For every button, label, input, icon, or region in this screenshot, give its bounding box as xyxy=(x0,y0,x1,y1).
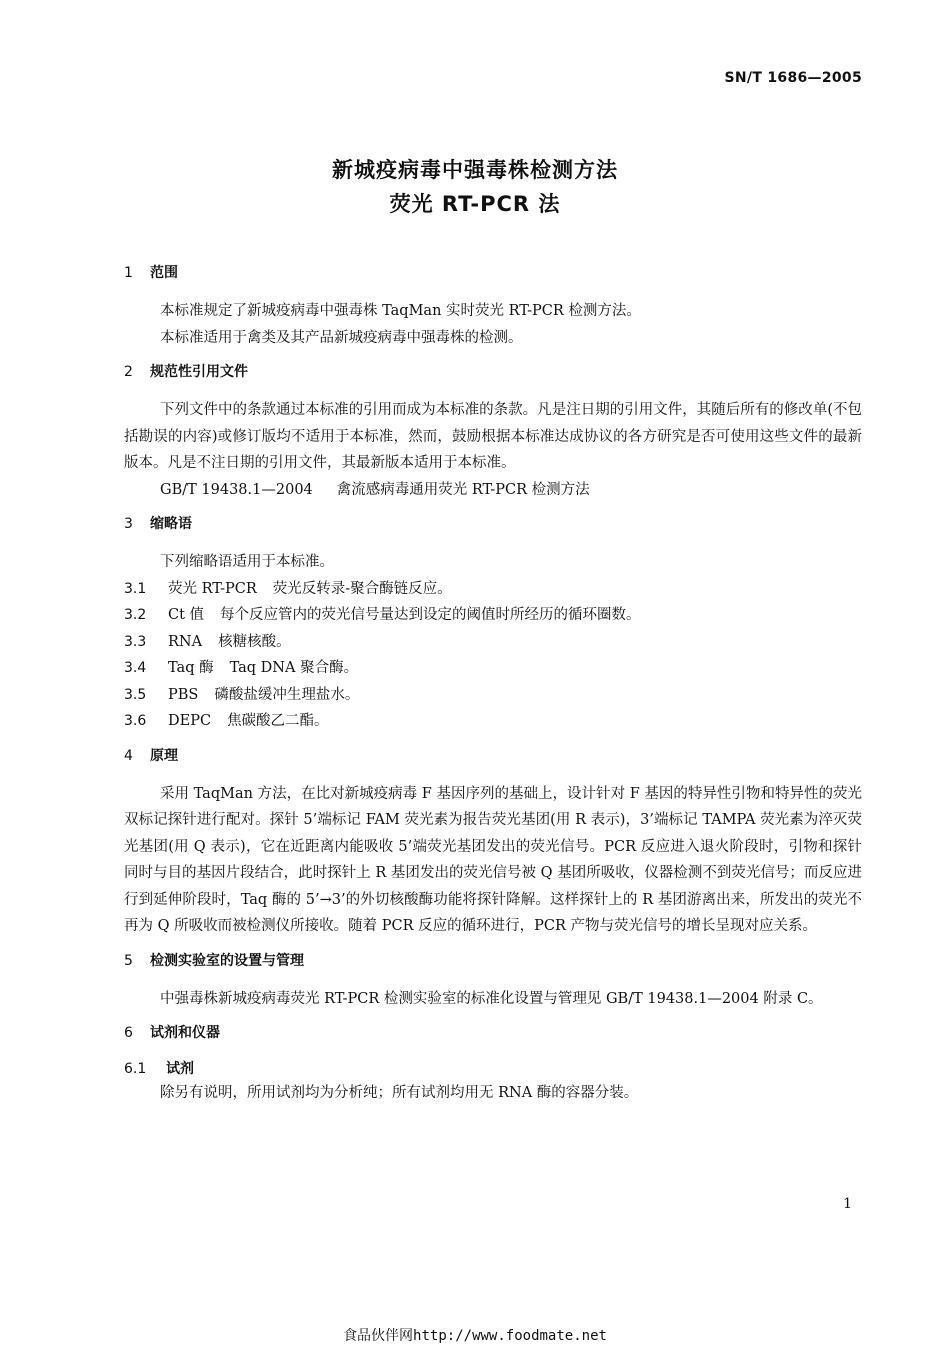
section-heading-1: 1 范围 xyxy=(124,265,178,281)
footer-watermark: 食品伙伴网http://www.foodmate.net xyxy=(343,1328,607,1344)
abbreviation-item: 3.4 Taq 酶 Taq DNA 聚合酶。 xyxy=(124,660,359,676)
document-title: 新城疫病毒中强毒株检测方法 xyxy=(332,158,618,182)
reference-code: GB/T 19438.1—2004 xyxy=(160,481,313,498)
document-subtitle: 荧光 RT-PCR 法 xyxy=(389,192,561,216)
page-number: 1 xyxy=(843,1196,852,1212)
section-heading-6: 6 试剂和仪器 xyxy=(124,1025,220,1041)
section-heading-2: 2 规范性引用文件 xyxy=(124,364,248,380)
document-body xyxy=(124,262,862,1107)
section-heading-5: 5 检测实验室的设置与管理 xyxy=(124,952,304,969)
paragraph: 中强毒株新城疫病毒荧光 RT-PCR 检测实验室的标准化设置与管理见 GB/T 19438.1—2004 附录 C。 xyxy=(160,990,823,1007)
subsection-heading-6-1: 6.1 试剂 xyxy=(124,1061,194,1077)
paragraph: 本标准规定了新城疫病毒中强毒株 TaqMan 实时荧光 RT-PCR 检测方法。 xyxy=(160,303,641,319)
abbreviation-item: 3.2 Ct 值 每个反应管内的荧光信号量达到设定的阈值时所经历的循环圈数。 xyxy=(124,607,641,623)
paragraph: 除另有说明，所用试剂均为分析纯；所有试剂均用无 RNA 酶的容器分装。 xyxy=(160,1085,639,1101)
paragraph: 采用 TaqMan 方法，在比对新城疫病毒 F 基因序列的基础上，设计针对 F 基因的特异性引物和特异性的荧光双标记探针进行配对。探针 5’端标记 FAM 荧光素为报告荧光基团(用 R 表示)，3’端标记 TAMPA 荧光素为淬灭荧光基团(用 Q 表示)，它在近距离内能吸收 5’端荧光基团发出的荧光信号。PCR 反应进入退火阶段时，引物和探针同时与目的基因片段结合，此时探针上 R 基团发出的荧光信号被 Q 基团所吸收，仪器检测不到荧光信号；而反应进行到延伸阶段时，Taq 酶的 5’→3’的外切核酸酶功能将探针降解。这样探针上的 R 基团游离出来，所发出的荧光不再为 Q 所吸收而被检测仪所接收。随着 PCR 反应的循环进行，PCR 产物与荧光信号的增长呈现对应关系。 xyxy=(124,785,862,934)
abbreviation-item: 3.3 RNA 核糖核酸。 xyxy=(124,633,291,650)
abbreviation-item: 3.6 DEPC 焦碳酸乙二酯。 xyxy=(124,713,329,729)
normative-reference xyxy=(124,477,862,504)
standard-code: SN/T 1686—2005 xyxy=(724,70,862,86)
paragraph: 下列缩略语适用于本标准。 xyxy=(160,554,334,570)
abbreviation-item: 3.5 PBS 磷酸盐缓冲生理盐水。 xyxy=(124,686,360,703)
paragraph: 本标准适用于禽类及其产品新城疫病毒中强毒株的检测。 xyxy=(160,329,523,346)
section-heading-4: 4 原理 xyxy=(124,747,178,764)
section-heading-3: 3 缩略语 xyxy=(124,516,192,532)
reference-title: 禽流感病毒通用荧光 RT-PCR 检测方法 xyxy=(336,481,590,498)
paragraph: 下列文件中的条款通过本标准的引用而成为本标准的条款。凡是注日期的引用文件，其随后所有的修改单(不包括勘误的内容)或修订版均不适用于本标准，然而，鼓励根据本标准达成协议的各方研究是否可使用这些文件的最新版本。凡是不注日期的引用文件，其最新版本适用于本标准。 xyxy=(124,402,862,471)
abbreviation-item: 3.1 荧光 RT-PCR 荧光反转录-聚合酶链反应。 xyxy=(124,580,452,597)
